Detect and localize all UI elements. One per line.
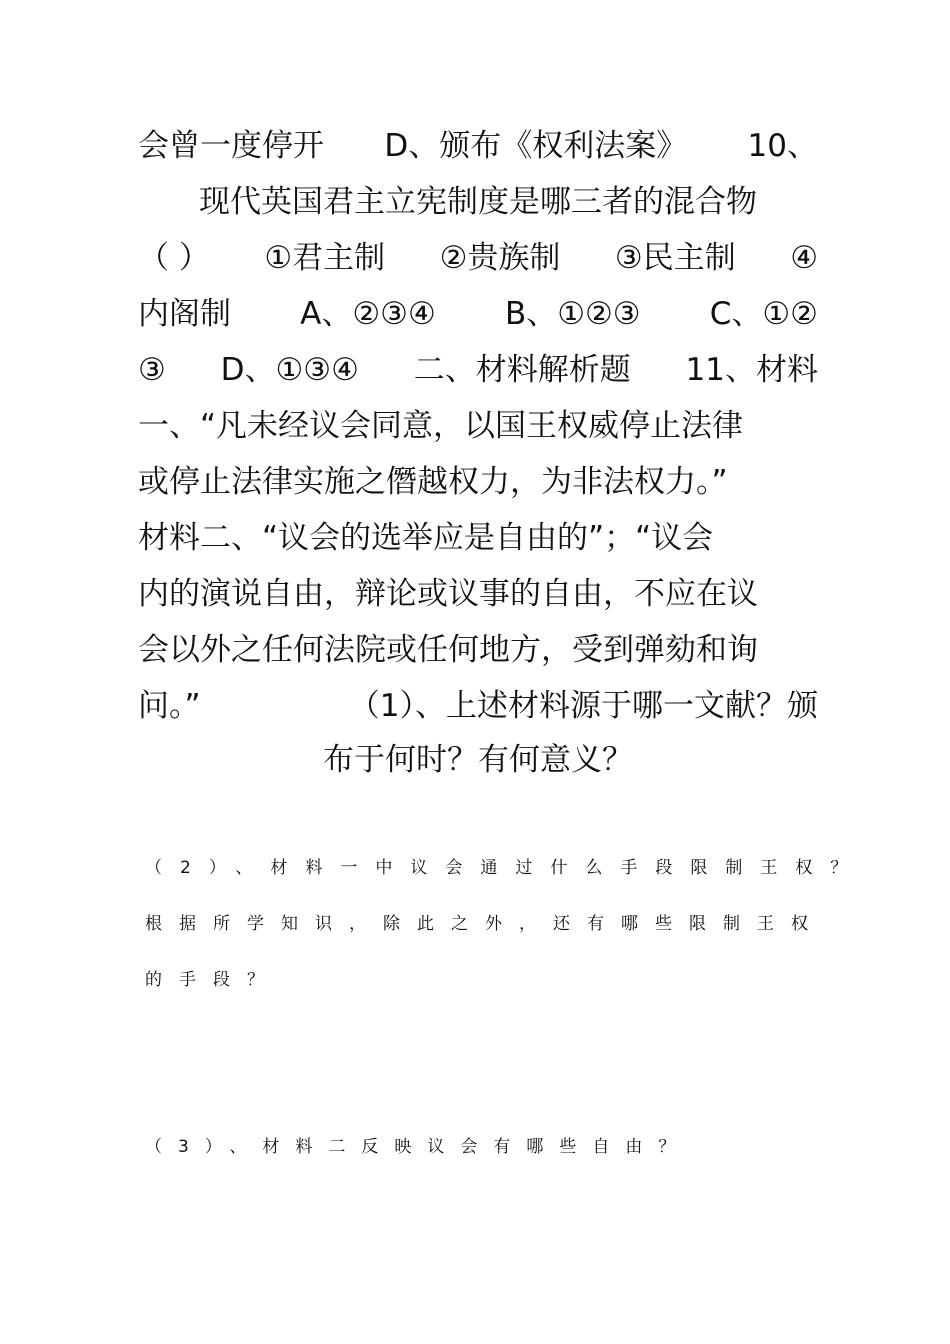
text-segment: ②贵族制 — [439, 240, 561, 276]
text-segment: ④ — [790, 240, 818, 276]
text-segment: （2）、材料一中议会通过什么手段限制王权？ — [145, 858, 866, 878]
text-line — [138, 174, 818, 230]
text-segment: （3）、材料二反映议会有哪些自由？ — [145, 1137, 692, 1157]
text-segment: 布于何时？有何意义？ — [323, 742, 633, 778]
question-line — [145, 912, 825, 936]
question-line — [145, 968, 281, 992]
text-segment: B、①②③ — [504, 296, 641, 332]
text-line — [138, 398, 818, 454]
text-segment: 内的演说自由，辩论或议事的自由，不应在议 — [138, 576, 758, 612]
text-line — [138, 118, 818, 174]
question-line — [145, 856, 865, 880]
text-segment: 会以外之任何法院或任何地方，受到弹劾和询 — [138, 632, 758, 668]
text-segment: C、①② — [709, 296, 818, 332]
text-segment: 11、材料 — [685, 352, 818, 388]
text-segment: 一、“凡未经议会同意，以国王权威停止法律 — [138, 408, 744, 444]
text-segment: 问。” — [138, 688, 201, 724]
text-line — [138, 622, 818, 678]
text-segment: ③ — [138, 352, 166, 388]
text-segment: ①君主制 — [264, 240, 386, 276]
text-segment: 10、 — [747, 128, 818, 164]
text-line — [138, 678, 818, 734]
question-line — [145, 1135, 691, 1159]
text-segment: A、②③④ — [300, 296, 436, 332]
text-segment: ③民主制 — [614, 240, 736, 276]
text-segment: 的手段？ — [145, 970, 281, 990]
text-segment: 会曾一度停开 — [138, 128, 324, 164]
text-line — [138, 286, 818, 342]
text-line — [138, 230, 818, 286]
text-segment: 材料二、“议会的选举应是自由的”；“议会 — [138, 520, 714, 556]
text-line — [138, 454, 818, 510]
text-line — [138, 342, 818, 398]
text-line — [138, 732, 818, 788]
text-segment: D、①③④ — [220, 352, 359, 388]
text-line — [138, 566, 818, 622]
text-segment: 现代英国君主立宪制度是哪三者的混合物 — [199, 184, 757, 220]
text-segment: 二、材料解析题 — [413, 352, 631, 388]
text-segment: （ ） — [138, 240, 210, 276]
text-line — [138, 510, 818, 566]
text-segment: 根据所学知识，除此之外，还有哪些限制王权 — [145, 914, 825, 934]
text-segment: 内阁制 — [138, 296, 231, 332]
text-segment: D、颁布《权利法案》 — [384, 128, 688, 164]
text-segment: （1）、上述材料源于哪一文献？颁 — [348, 688, 818, 724]
text-segment: 或停止法律实施之僭越权力，为非法权力。” — [138, 464, 728, 500]
